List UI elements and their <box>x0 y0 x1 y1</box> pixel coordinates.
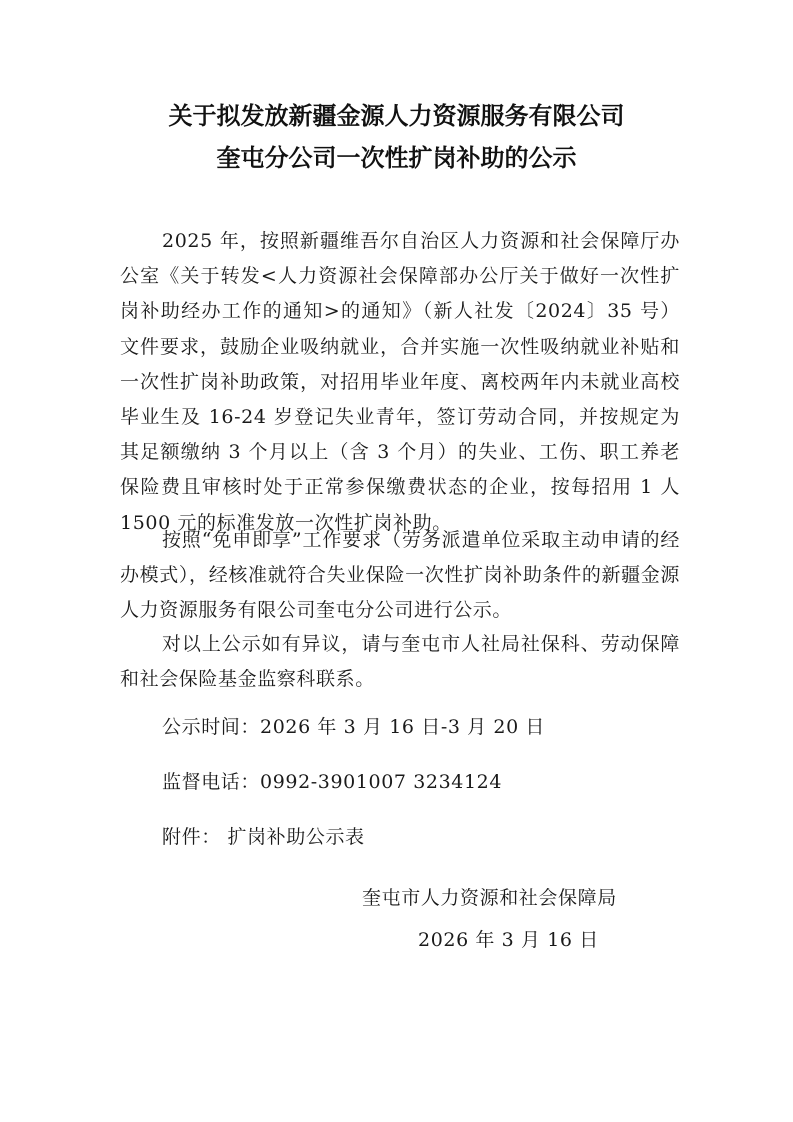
body-paragraph-2: 按照“免申即享”工作要求（劳务派遣单位采取主动申请的经办模式），经核准就符合失业保险一次性扩岗补助条件的新疆金源人力资源服务有限公司奎屯分公司进行公示。 <box>120 529 680 622</box>
body-paragraph-2-container <box>120 523 680 629</box>
body-paragraph-1: 2025 年，按照新疆维吾尔自治区人力资源和社会保障厅办公室《关于转发<人力资源社会保障部办公厅关于做好一次性扩岗补助经办工作的通知>的通知》（新人社发〔2024〕35 号）文件要求，鼓励企业吸纳就业，合并实施一次性吸纳就业补贴和一次性扩岗补助政策，对招用毕业年度、离校两年内未就业高校毕业生及 16-24 岁登记失业青年，签订劳动合同，并按规定为其足额缴纳 3 个月以上（含 3 个月）的失业、工伤、职工养老保险费且审核时处于正常参保缴费状态的企业，按每招用 1 人 1500 元的标准发放一次性扩岗补助。 <box>120 230 680 534</box>
publicity-period: 公示时间：2026 年 3 月 16 日-3 月 20 日 <box>162 716 546 738</box>
document-title-line-2: 奎屯分公司一次性扩岗补助的公示 <box>216 144 577 172</box>
body-paragraph-3-container <box>120 627 680 697</box>
issuer-signature: 奎屯市人力资源和社会保障局 <box>362 887 617 909</box>
supervision-phone: 监督电话：0992-3901007 3234124 <box>162 771 503 793</box>
document-title-line-1: 关于拟发放新疆金源人力资源服务有限公司 <box>168 102 625 130</box>
body-paragraph-3: 对以上公示如有异议，请与奎屯市人社局社保科、劳动保障和社会保险基金监察科联系。 <box>120 633 680 691</box>
attachment-line: 附件： 扩岗补助公示表 <box>162 826 365 848</box>
issue-date: 2026 年 3 月 16 日 <box>418 929 599 951</box>
body-paragraph-1-container <box>120 224 680 541</box>
